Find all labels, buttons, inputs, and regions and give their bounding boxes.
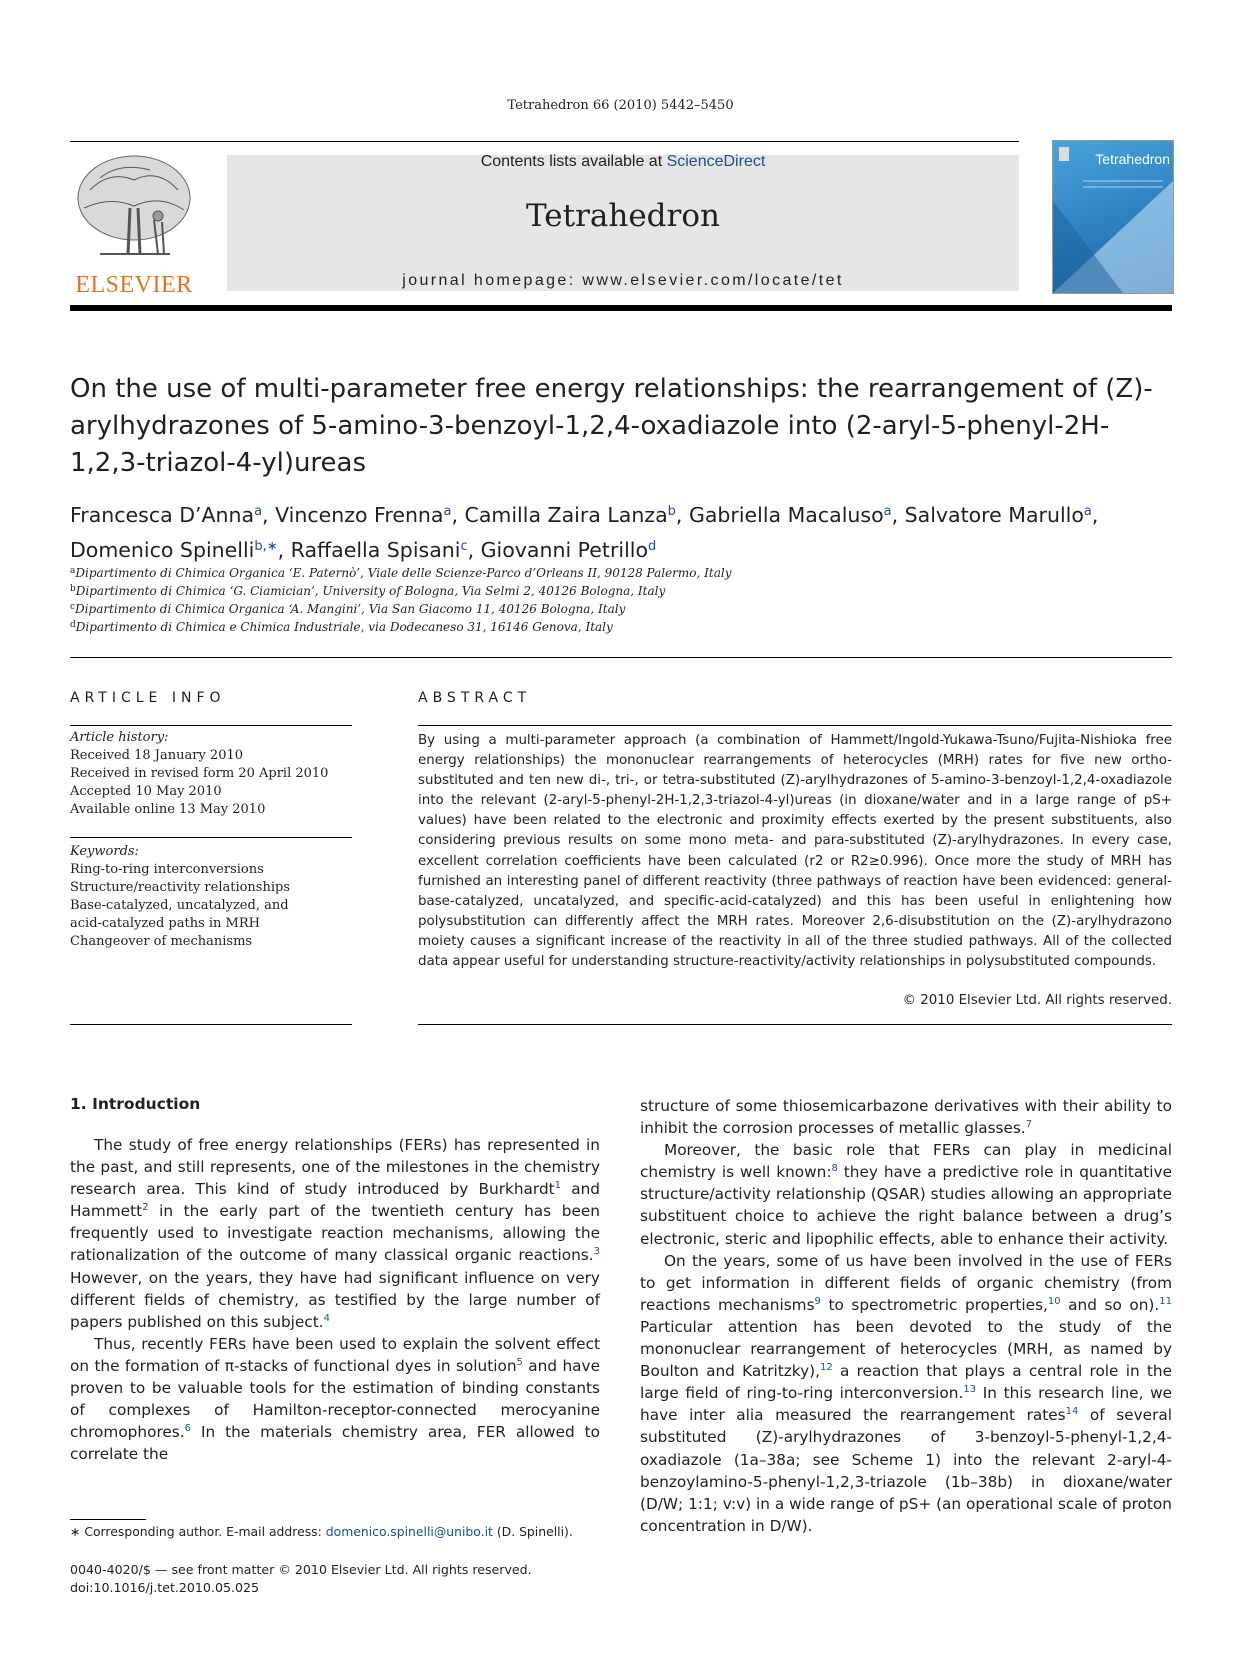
author-name: Domenico Spinelli [70,538,255,562]
affiliation-key: c [70,602,76,612]
reference-link[interactable]: 11 [1159,1295,1172,1307]
author-separator: , [277,538,291,562]
abstract-heading: ABSTRACT [418,690,532,706]
abstract-copyright: © 2010 Elsevier Ltd. All rights reserved. [902,993,1172,1008]
contents-prefix: Contents lists available at [480,153,667,170]
reference-link[interactable]: 6 [184,1423,192,1435]
author-name: Giovanni Petrillo [480,538,649,562]
author-name: Raffaella Spisani [290,538,461,562]
paragraph: structure of some thiosemicarbazone derivatives with their ability to inhibit the corrosion processes of metallic glasses.$^7$ [640,1097,1172,1138]
journal-citation: Tetrahedron 66 (2010) 5442–5450 [507,98,734,113]
reference-link[interactable]: 10 [1047,1295,1061,1307]
article-info-heading: ARTICLE INFO [70,690,226,706]
author-name: Francesca D’Anna [70,503,255,527]
affiliation-text: Dipartimento di Chimica ‘G. Ciamician’, University of Bologna, Via Selmi 2, 40126 Bologna, Italy [75,584,666,598]
paragraph: The study of free energy relationships (FERs) has represented in the past, and still represents, one of the milestones in the chemistry research area. This kind of study introduced by Burkhardt$^1$ and Hammett$^2$ in the early part of the twentieth century has been frequently used to investigate reaction mechanisms, allowing the rationalization of the outcome of many classical organic reactions.$^3$ However, on the years, they have had significant influence on very different fields of chemistry, as testified by the large number of papers published on this subject.$^4$ [70,1136,600,1331]
author-separator: , [675,503,689,527]
affiliation-text: Dipartimento di Chimica Organica ‘E. Paternò’, Viale delle Scienze-Parco d’Orleans II, 90128 Palermo, Italy [75,566,732,580]
history-item: Received in revised form 20 April 2010 [70,766,329,781]
author-affiliation-marker[interactable]: b,∗ [254,539,278,554]
affiliation-d [70,620,1170,634]
author-affiliation-marker[interactable]: b [667,504,676,519]
footnote-prefix: ∗ Corresponding author. E-mail address: [70,1524,326,1539]
reference-link[interactable]: 14 [1065,1406,1079,1418]
author-separator: , [451,503,465,527]
reference-link[interactable]: 3 [593,1246,600,1258]
affiliation-key: d [70,620,76,630]
history-label: Article history: [70,730,169,745]
affiliation-b [70,584,1170,598]
reference-link[interactable]: 4 [323,1312,330,1324]
author-name: Gabriella Macaluso [688,503,884,527]
paragraph: Moreover, the basic role that FERs can play in medicinal chemistry is well known:$^8$ they have a predictive role in quantitative structure/activity relationship (QSAR) studies allowing an appropriate substituent choice to achieve the right balance between a drug’s electronic, steric and lipophilic effects, able to enhance their activity. [640,1141,1172,1248]
reference-link[interactable]: 12 [820,1362,833,1374]
keywords-label: Keywords: [70,844,139,859]
author-affiliation-marker[interactable]: a [1083,504,1092,519]
cover-title: Tetrahedron [1095,151,1170,167]
reference-link[interactable]: 5 [516,1356,523,1368]
reference-link[interactable]: 2 [142,1202,149,1214]
author-affiliation-marker[interactable]: c [460,539,468,554]
affiliation-text: Dipartimento di Chimica e Chimica Industriale, via Dodecaneso 31, 16146 Genova, Italy [75,620,613,634]
author-separator: , [891,503,905,527]
right-column [640,1095,1172,1537]
affiliation-key: a [70,566,76,576]
email-link[interactable]: domenico.spinelli@unibo.it [325,1524,493,1539]
author-list [70,496,1180,566]
contents-line [227,153,1019,171]
keywords [70,843,360,951]
section-heading-introduction: 1. Introduction [70,1095,201,1113]
abstract-text: By using a multi-parameter approach (a combination of Hammett/Ingold-Yukawa-Tsuno/Fujita-Nishioka free energy relationships) the mononuclear rearrangements of heterocycles (MRH) rates for five new ortho-substituted and ten new di-, tri-, or tetra-substituted (Z)-arylhydrazones of 5-amino-3-benzoyl-1,2,4-oxadiazole into the relevant (2-aryl-5-phenyl-2H-1,2,3-triazol-4-yl)ureas (in dioxane/water and in a large range of pS+ values) have been related to the electronic and proximity effects exerted by the present substituents, also considering previous results on some mono meta- and para-substituted (Z)-arylhydrazones. In every case, excellent correlation coefficients have been calculated (r2 or R2≥0.996). Once more the study of MRH has furnished an interesting panel of different reactivity (three pathways of reaction have been evidenced: general-base-catalyzed, uncatalyzed, and specific-acid-catalyzed) and this has been useful in enlightening how polysubstitution can differently affect the MRH rates. Moreover 2,6-disubstitution on the (Z)-arylhydrazono moiety causes a significant increase of the reactivity in all of the three studied pathways. All of the collected data appear useful for understanding structure-reactivity/activity relationships in polysubstituted compounds. [418,733,1172,970]
author-affiliation-marker[interactable]: a [443,504,452,519]
author-affiliation-marker[interactable]: a [254,504,263,519]
reference-link[interactable]: 13 [963,1384,977,1396]
reference-link[interactable]: 9 [814,1295,821,1307]
author-name: Camilla Zaira Lanza [464,503,668,527]
article-info-rule [70,725,352,726]
issn-line: 0040-4020/$ — see front matter © 2010 Elsevier Ltd. All rights reserved. [70,1562,532,1577]
front-matter-info [70,1561,532,1597]
footnote-suffix: (D. Spinelli). [492,1524,573,1539]
abstract-bottom-rule [418,1024,1172,1025]
history-item: Available online 13 May 2010 [70,802,266,817]
abstract-rule [418,725,1172,726]
article-info-bottom-rule [70,1024,352,1025]
keyword-item: Changeover of mechanisms [70,934,253,949]
author-separator: , [1091,503,1099,527]
author-separator: , [262,503,276,527]
left-column [70,1134,600,1465]
author-separator: , [467,538,481,562]
keyword-item: Base-catalyzed, uncatalyzed, and [70,898,289,913]
corresponding-author-footnote [70,1524,600,1539]
reference-link[interactable]: 1 [554,1180,562,1192]
affiliation-c [70,602,1170,616]
author-name: Salvatore Marullo [904,503,1084,527]
reference-link[interactable]: 7 [1025,1119,1033,1131]
author-affiliation-marker[interactable]: d [648,539,657,554]
keyword-item: acid-catalyzed paths in MRH [70,916,260,931]
paragraph: On the years, some of us have been involved in the use of FERs to get information in different fields of organic chemistry (from reactions mechanisms$^9$ to spectrometric properties,$^{10}$ and so on).$^{11}$ Particular attention has been devoted to the study of the mononuclear rearrangement of heterocycles (MRH, as named by Boulton and Katritzky),$^{12}$ a reaction that plays a central role in the large field of ring-to-ring interconversion.$^{13}$ In this research line, we have inter alia measured the rearrangement rates$^{14}$ of several substituted (Z)-arylhydrazones of 3-benzoyl-5-phenyl-1,2,4-oxadiazole (1a–38a; see Scheme 1) into the relevant 2-aryl-4-benzoylamino-5-phenyl-1,2,3-triazole (1b–38b) in dioxane/water (D/W; 1:1; v:v) in a wide range of pS+ (an operational scale of proton concentration in D/W). [640,1251,1173,1535]
history-item: Received 18 January 2010 [70,748,244,763]
header-rule [70,141,1019,142]
keyword-item: Ring-to-ring interconversions [70,862,264,877]
keywords-rule [70,837,352,838]
paragraph: Thus, recently FERs have been used to explain the solvent effect on the formation of π-stacks of functional dyes in solution$^5$ and have proven to be valuable tools for the estimation of binding constants of complexes of Hamilton-receptor-connected merocyanine chromophores.$^6$ In the materials chemistry area, FER allowed to correlate the [70,1334,600,1464]
author-affiliation-marker[interactable]: a [883,504,892,519]
journal-homepage[interactable]: journal homepage: www.elsevier.com/locate/tet [402,272,844,289]
reference-link[interactable]: 8 [831,1163,838,1175]
affiliation-key: b [70,584,76,594]
affiliation-rule [70,657,1172,658]
journal-name: Tetrahedron [526,198,720,234]
header-thick-rule [70,305,1172,311]
affiliation-a [70,566,1170,580]
sciencedirect-link[interactable]: ScienceDirect [666,153,766,170]
affiliation-text: Dipartimento di Chimica Organica ‘A. Mangini’, Via San Giacomo 11, 40126 Bologna, Italy [75,602,626,616]
article-history [70,729,360,819]
keyword-item: Structure/reactivity relationships [70,880,290,895]
doi-line[interactable]: doi:10.1016/j.tet.2010.05.025 [70,1580,260,1595]
footnote-rule [70,1519,146,1520]
author-name: Vincenzo Frenna [275,503,444,527]
elsevier-wordmark: ELSEVIER [75,272,193,298]
history-item: Accepted 10 May 2010 [70,784,222,799]
article-title: On the use of multi-parameter free energy relationships: the rearrangement of (Z)-arylhydrazones of 5-amino-3-benzoyl-1,2,4-oxadiazole into (2-aryl-5-phenyl-2H-1,2,3-triazol-4-yl)ureas [70,374,1153,478]
